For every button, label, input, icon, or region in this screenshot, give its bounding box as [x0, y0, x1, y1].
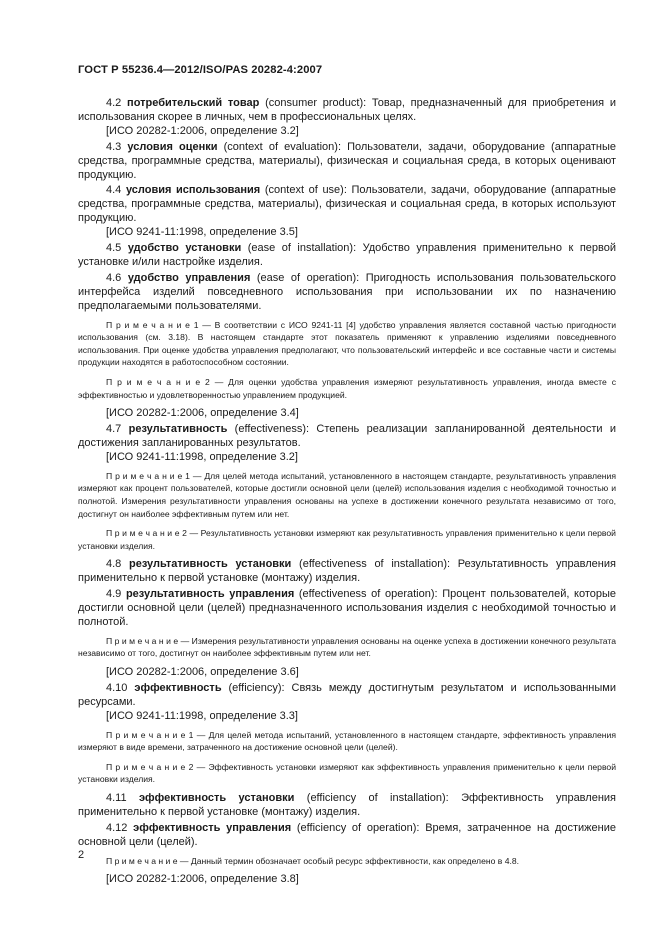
source-reference: [ИСО 20282-1:2006, определение 3.6]: [106, 666, 299, 679]
page-header: ГОСТ Р 55236.4—2012/ISO/PAS 20282-4:2007: [78, 64, 323, 76]
definition-term: потребительский товар: [127, 97, 260, 109]
definition-number: 4.11: [106, 792, 127, 805]
note-paragraph: [78, 319, 616, 369]
definition-text: (effectiveness): Степень реализации запланированной деятельности и достижения запланированных результатов.: [78, 423, 616, 449]
note-label: П р и м е ч а н и е 2: [106, 528, 187, 539]
definition-number: 4.6: [106, 271, 122, 284]
definition-text: (efficiency): Связь между достигнутым результатом и использованными ресурсами.: [78, 681, 616, 708]
source-reference: [ИСО 20282-1:2006, определение 3.2]: [106, 124, 299, 137]
definition-number: 4.8: [106, 558, 122, 571]
note-paragraph: [78, 470, 616, 520]
note-text: — Для целей метода испытаний, установленного в настоящем стандарте, результативность управления измеряют как процент пользователей, которые достигли основной цели (целей) использования изделия с необходимой точностью и полнотой. Измерения результативности управления основаны на успехе в достижении конечного результата независимо от того, достигнут он наиболее эффективным путем или нет.: [78, 470, 616, 519]
definition-paragraph: [78, 682, 616, 710]
note-label: П р и м е ч а н и е: [106, 855, 178, 866]
source-reference: [ИСО 20282-1:2006, определение 3.8]: [106, 873, 299, 886]
definition-text: (efficiency of installation): Эффективность управления применительно к первой установке (монтажу) изделия.: [78, 792, 616, 818]
note-paragraph: [78, 855, 616, 868]
definition-term: условия оценки: [127, 140, 218, 153]
source-reference: [ИСО 9241-11:1998, определение 3.5]: [106, 226, 298, 239]
definition-paragraph: [78, 97, 616, 125]
note-paragraph: [78, 376, 616, 401]
definition-term: удобство управления: [127, 271, 251, 284]
note-paragraph: [78, 635, 616, 660]
definition-text: (ease of operation): Пригодность использования пользовательского интерфейса изделий повседневного использования при использовании их по назначению предполагаемыми пользователями.: [78, 271, 616, 312]
note-text: — Измерения результативности управления основаны на оценке успеха в достижении конечного результата независимо от того, достигнут он наиболее эффективным путем или нет.: [78, 635, 616, 659]
definition-paragraph: [78, 141, 616, 183]
note-text: — Данный термин обозначает особый ресурс эффективности, как определено в 4.8.: [177, 855, 520, 866]
note-label: П р и м е ч а н и е 2: [106, 761, 194, 772]
definition-number: 4.10: [106, 681, 128, 694]
note-paragraph: [78, 729, 616, 754]
source-reference: [ИСО 20282-1:2006, определение 3.4]: [106, 407, 299, 420]
note-label: П р и м е ч а н и е: [106, 635, 179, 646]
definition-text: (effectiveness of operation): Процент пользователей, которые достигли основной цели (целей) предназначенного использования изделия с необходимой точностью и полнотой.: [78, 588, 617, 628]
note-text: — Результативность установки измеряют как результативность управления применительно к цели первой установки изделия.: [78, 528, 616, 551]
note-text: — В соответствии с ИСО 9241-11 [4] удобство управления является составной частью пригодности использования (см. 3.18). В настоящем стандарте этот показатель применяют к управлению изделиями повседневного использования. При оценке удобства управления предполагают, что пользовательский интерфейс и все составные части и системы продукции находятся в работоспособном состоянии.: [78, 319, 616, 368]
definition-paragraph: [78, 184, 616, 226]
document-body: [78, 97, 616, 887]
definition-paragraph: [78, 558, 616, 586]
definition-text: (context of use): Пользователи, задачи, оборудование (аппаратные средства, программные средства, материалы), физическая и социальная среда, в которых используют продукцию.: [78, 184, 616, 225]
note-label: П р и м е ч а н и е 2: [106, 376, 210, 387]
page-number: 2: [78, 849, 85, 861]
definition-paragraph: [78, 272, 616, 314]
definition-number: 4.2: [106, 97, 122, 109]
definition-text: (effectiveness of installation): Результативность управления применительно к первой установке (монтажу) изделия.: [78, 558, 616, 585]
source-reference: [ИСО 9241-11:1998, определение 3.2]: [106, 450, 298, 463]
definition-paragraph: [78, 588, 616, 630]
note-label: П р и м е ч а н и е 1: [106, 729, 194, 740]
note-text: — Для целей метода испытаний, установленного в настоящем стандарте, эффективность управления измеряют в виде времени, затраченного на достижение основной цели (целей).: [78, 729, 616, 753]
definition-term: результативность установки: [129, 558, 292, 571]
definition-term: удобство установки: [127, 242, 242, 255]
definition-text: (context of evaluation): Пользователи, задачи, оборудование (аппаратные средства, программные средства, материалы), физическая и социальная среда, в которых оценивают продукцию.: [78, 140, 616, 181]
definition-term: эффективность установки: [138, 792, 295, 805]
definition-term: результативность: [128, 423, 228, 436]
note-paragraph: [78, 527, 616, 552]
definition-paragraph: [78, 242, 616, 270]
definition-number: 4.9: [106, 588, 122, 601]
definition-term: условия использования: [125, 184, 261, 197]
definition-text: (consumer product): Товар, предназначенный для приобретения и использования скорее в личных, чем в профессиональных целях.: [78, 97, 617, 123]
definition-number: 4.3: [106, 140, 122, 153]
note-text: — Для оценки удобства управления измеряют результативность управления, иногда вместе с эффективностью и удовлетворенностью управлением продукцией.: [78, 376, 616, 400]
definition-term: эффективность: [134, 681, 222, 694]
definition-paragraph: [78, 423, 616, 451]
source-reference: [ИСО 9241-11:1998, определение 3.3]: [106, 709, 298, 722]
definition-number: 4.7: [106, 423, 122, 436]
definition-text: (efficiency of operation): Время, затраченное на достижение основной цели (целей).: [78, 821, 616, 848]
definition-text: (ease of installation): Удобство управления применительно к первой установке и/или настройке изделия.: [78, 242, 616, 268]
note-label: П р и м е ч а н и е 1: [106, 470, 190, 481]
definition-term: эффективность управления: [133, 821, 292, 834]
definition-number: 4.5: [106, 242, 122, 255]
note-paragraph: [78, 761, 616, 786]
definition-number: 4.12: [106, 821, 128, 834]
definition-paragraph: [78, 792, 616, 820]
definition-number: 4.4: [106, 184, 122, 197]
definition-paragraph: [78, 822, 616, 850]
note-text: — Эффективность установки измеряют как эффективность управления применительно к цели первой установки изделия.: [78, 761, 616, 785]
note-label: П р и м е ч а н и е 1: [106, 319, 199, 330]
definition-term: результативность управления: [125, 588, 295, 601]
